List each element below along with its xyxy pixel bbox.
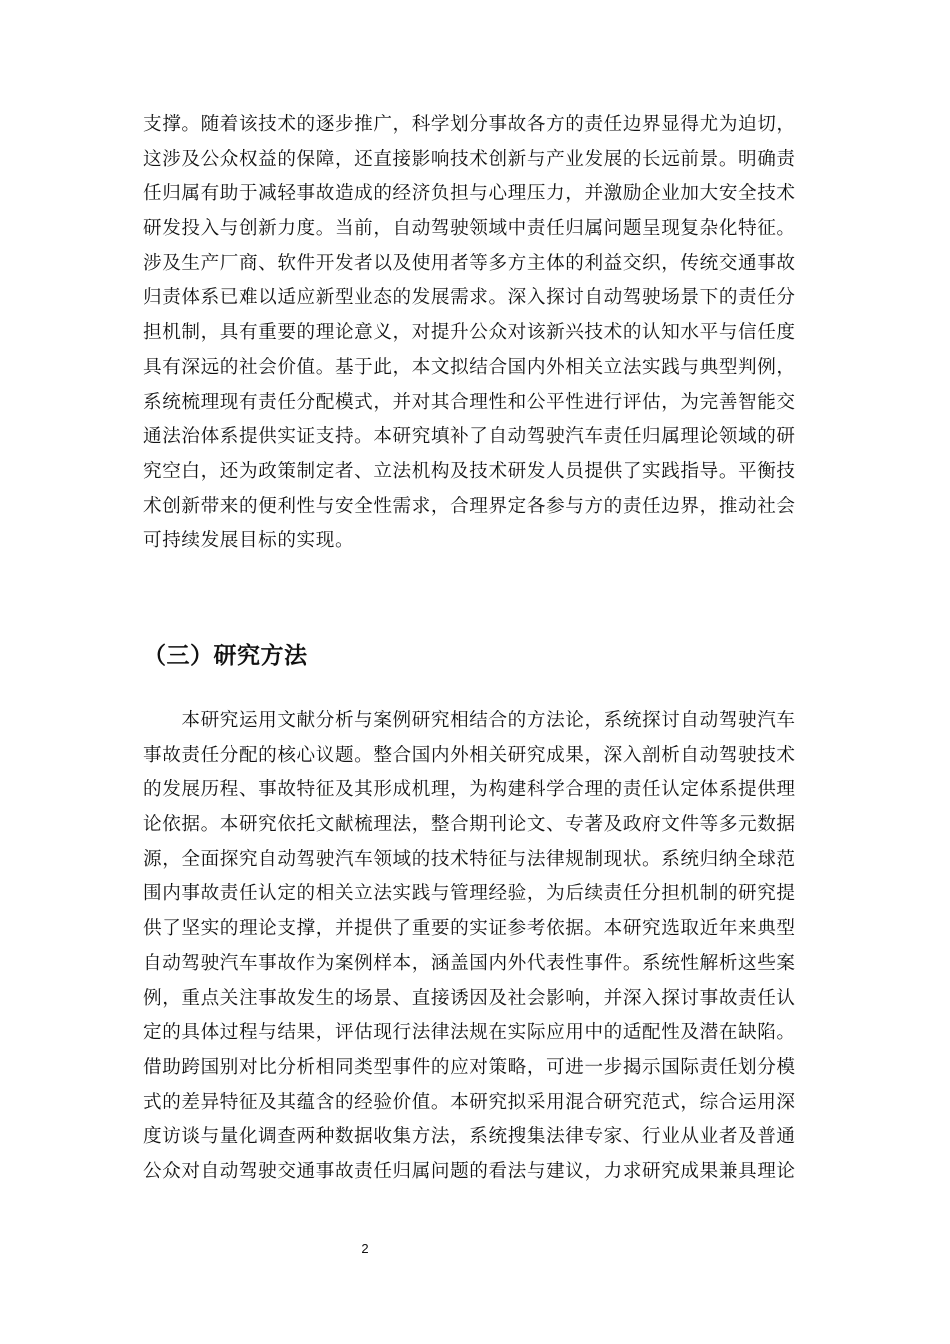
paragraph-line: 度访谈与量化调查两种数据收集方法，系统搜集法律专家、行业从业者及普通 <box>143 1126 796 1148</box>
paragraph-line: 术创新带来的便利性与安全性需求，合理界定各参与方的责任边界，推动社会 <box>143 495 796 517</box>
paragraph-line: 涉及生产厂商、软件开发者以及使用者等多方主体的利益交织，传统交通事故 <box>143 252 796 274</box>
paragraph-line: 通法治体系提供实证支持。本研究填补了自动驾驶汽车责任归属理论领域的研 <box>143 426 796 448</box>
paragraph-line: 支撑。随着该技术的逐步推广，科学划分事故各方的责任边界显得尤为迫切， <box>143 114 796 135</box>
paragraph-line: 究空白，还为政策制定者、立法机构及技术研发人员提供了实践指导。平衡技 <box>143 460 796 482</box>
paragraph-line: 本研究运用文献分析与案例研究相结合的方法论，系统探讨自动驾驶汽车 <box>143 710 796 731</box>
paragraph-line: 具有深远的社会价值。基于此，本文拟结合国内外相关立法实践与典型判例， <box>143 356 796 378</box>
paragraph-line: 事故责任分配的核心议题。整合国内外相关研究成果，深入剖析自动驾驶技术 <box>143 744 796 766</box>
paragraph-line: 围内事故责任认定的相关立法实践与管理经验，为后续责任分担机制的研究提 <box>143 883 796 905</box>
paragraph-line: 归责体系已难以适应新型业态的发展需求。深入探讨自动驾驶场景下的责任分 <box>143 287 796 309</box>
paragraph-line: 论依据。本研究依托文献梳理法，整合期刊论文、专著及政府文件等多元数据 <box>143 814 796 836</box>
paragraph-line: 定的具体过程与结果，评估现行法律法规在实际应用中的适配性及潜在缺陷。 <box>143 1022 796 1044</box>
paragraph-line: 任归属有助于减轻事故造成的经济负担与心理压力，并激励企业加大安全技术 <box>143 183 796 205</box>
paragraph-line: 可持续发展目标的实现。 <box>143 530 355 552</box>
paragraph-line: 担机制，具有重要的理论意义，对提升公众对该新兴技术的认知水平与信任度 <box>143 322 796 344</box>
paragraph-line: 这涉及公众权益的保障，还直接影响技术创新与产业发展的长远前景。明确责 <box>143 148 796 170</box>
page-number: 2 <box>361 1241 369 1256</box>
paragraph-line: 借助跨国别对比分析相同类型事件的应对策略，可进一步揭示国际责任划分模 <box>143 1056 796 1078</box>
paragraph-line: 供了坚实的理论支撑，并提供了重要的实证参考依据。本研究选取近年来典型 <box>143 918 796 940</box>
body-paragraph-1 <box>143 108 811 559</box>
paragraph-line: 研发投入与创新力度。当前，自动驾驶领域中责任归属问题呈现复杂化特征。 <box>143 218 796 240</box>
body-paragraph-2 <box>143 704 811 1190</box>
paragraph-line: 式的差异特征及其蕴含的经验价值。本研究拟采用混合研究范式，综合运用深 <box>143 1091 796 1113</box>
paragraph-line: 公众对自动驾驶交通事故责任归属问题的看法与建议，力求研究成果兼具理论 <box>143 1160 796 1182</box>
paragraph-line: 系统梳理现有责任分配模式，并对其合理性和公平性进行评估，为完善智能交 <box>143 391 796 413</box>
paragraph-line: 的发展历程、事故特征及其形成机理，为构建科学合理的责任认定体系提供理 <box>143 779 796 801</box>
paragraph-line: 源，全面探究自动驾驶汽车领域的技术特征与法律规制现状。系统归纳全球范 <box>143 848 796 870</box>
section-heading: （三）研究方法 <box>143 643 308 669</box>
paragraph-line: 自动驾驶汽车事故作为案例样本，涵盖国内外代表性事件。系统性解析这些案 <box>143 952 796 974</box>
paragraph-line: 例，重点关注事故发生的场景、直接诱因及社会影响，并深入探讨事故责任认 <box>143 987 796 1009</box>
